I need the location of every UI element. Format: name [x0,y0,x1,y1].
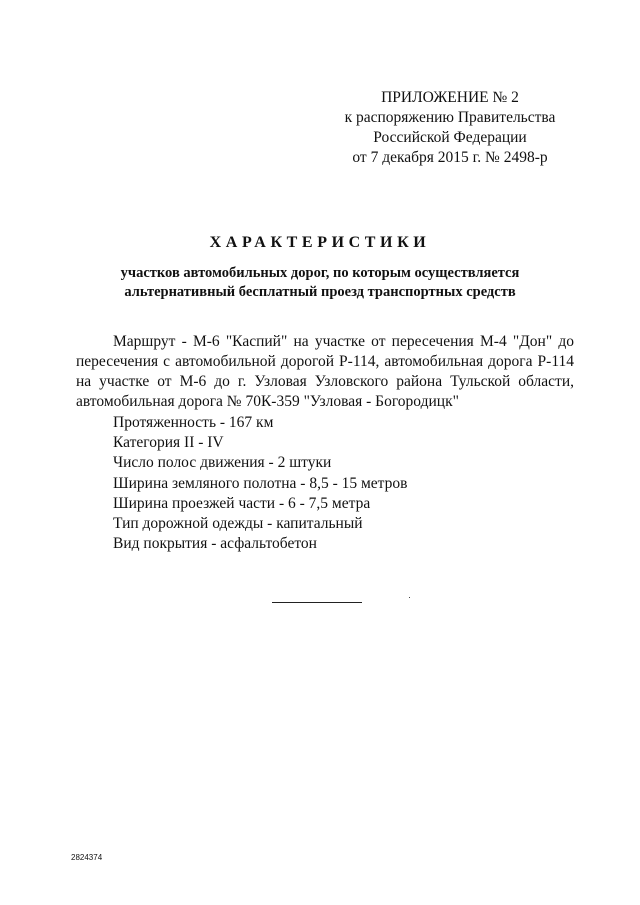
spec-carriageway-width: Ширина проезжей части - 6 - 7,5 метра [113,494,371,512]
document-id: 2824374 [71,853,103,862]
subtitle-line-2: альтернативный бесплатный проезд транспортных средств [124,284,516,300]
spec-pavement-type: Тип дорожной одежды - капитальный [113,515,363,533]
specs-list [113,413,407,554]
end-separator-line [272,602,362,603]
appendix-title: ПРИЛОЖЕНИЕ № 2 [381,89,519,106]
spec-lanes: Число полос движения - 2 штуки [113,454,332,472]
scan-speck [409,597,410,598]
spec-category: Категория II - IV [113,434,224,452]
document-subtitle [80,264,560,302]
subtitle-line-1: участков автомобильных дорог, по которым осуществляется [120,265,520,281]
appendix-line-1: к распоряжению Правительства [344,109,556,126]
document-title: ХАРАКТЕРИСТИКИ [209,234,431,251]
appendix-header [330,88,570,168]
spec-roadbed-width: Ширина земляного полотна - 8,5 - 15 метров [113,474,408,492]
appendix-line-3: от 7 декабря 2015 г. № 2498-р [352,149,548,166]
spec-length: Протяженность - 167 км [113,414,274,431]
appendix-line-2: Российской Федерации [373,129,527,146]
spec-surface-type: Вид покрытия - асфальтобетон [113,535,317,553]
route-paragraph: Маршрут - М-6 "Каспий" на участке от пересечения М-4 "Дон" до пересечения с автомобильной дорогой Р-114, автомобильная дорога Р-114 на участке от М-6 до г. Узловая Узловского района Тульской области, автомобильная дорога № 70К-359 "Узловая - Богородицк" [76,333,574,410]
